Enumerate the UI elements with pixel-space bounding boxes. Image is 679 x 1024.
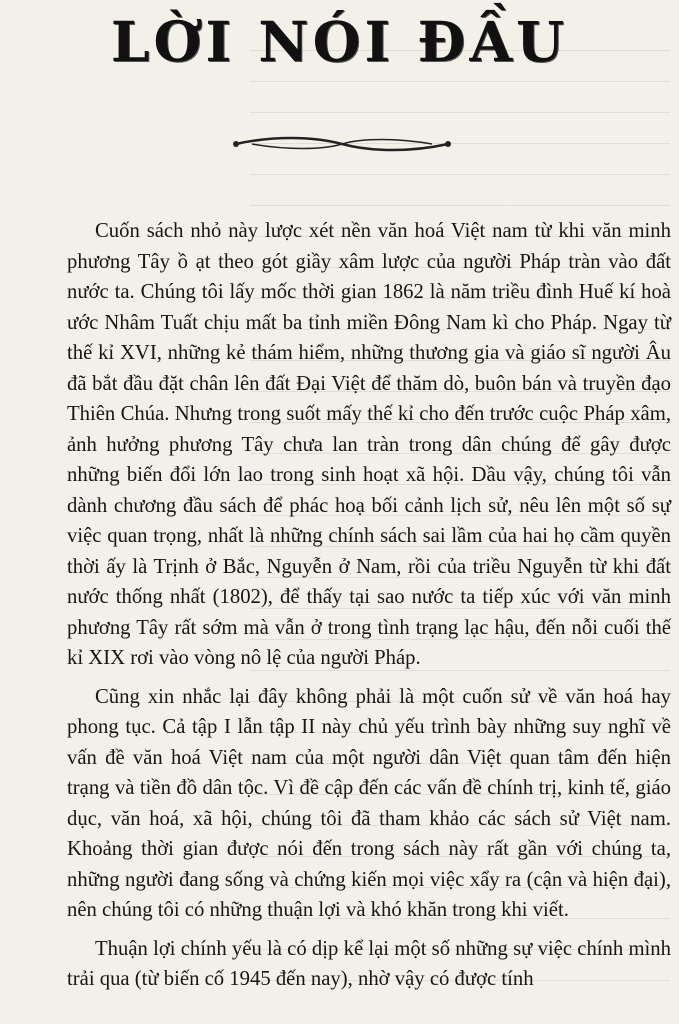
paragraph: Thuận lợi chính yếu là có dịp kể lại một số những sự việc chính mình trải qua (từ biến cố 1945 đến nay), nhờ vậy có được tính bbox=[67, 937, 671, 990]
title-area bbox=[0, 9, 679, 74]
paragraph: Cuốn sách nhỏ này lược xét nền văn hoá Việt nam từ khi văn minh phương Tây ồ ạt theo gót giầy xâm lược của người Pháp tràn vào đất nước ta. Chúng tôi lấy mốc thời gian 1862 là năm triều đình Huế kí hoà ước Nhâm Tuất chịu mất ba tỉnh miền Đông Nam kì cho Pháp. Ngay từ thế kỉ XVI, những kẻ thám hiểm, những thương gia và giáo sĩ người Âu đã bắt đầu đặt chân lên đất Đại Việt để thăm dò, buôn bán và truyền đạo Thiên Chúa. Nhưng trong suốt mấy thế kỉ cho đến trước cuộc Pháp xâm, ảnh hưởng phương Tây chưa lan tràn trong dân chúng để gây được những biến đổi lớn lao trong sinh hoạt xã hội. Dầu vậy, chúng tôi vẫn dành chương đầu sách để phác hoạ bối cảnh lịch sử, nêu lên một số sự việc quan trọng, nhất là những chính sách sai lầm của hai họ cầm quyền thời ấy là Trịnh ở Bắc, Nguyễn ở Nam, rồi của triều Nguyễn từ khi đất nước thống nhất (1802), để thấy tại sao nước ta tiếp xúc với văn minh phương Tây rất sớm mà vẫn ở trong tình trạng lạc hậu, đến nỗi cuối thế kỉ XIX rơi vào vòng nô lệ của người Pháp. bbox=[67, 220, 671, 669]
paragraph: Cũng xin nhắc lại đây không phải là một cuốn sử về văn hoá hay phong tục. Cả tập I lẫn tập II này chủ yếu trình bày những suy nghĩ về vấn đề văn hoá Việt nam của một người dân Việt quan tâm đến hiện trạng và tiền đồ dân tộc. Vì đề cập đến các vấn đề chính trị, kinh tế, giáo dục, văn hoá, xã hội, chúng tôi đã tham khảo các sách sử Việt nam. Khoảng thời gian được nói đến trong sách này rất gần với chúng ta, những người đang sống và chứng kiến mọi việc xẩy ra (cận và hiện đại), nên chúng tôi có những thuận lợi và khó khăn trong khi viết. bbox=[67, 685, 671, 921]
ornament-divider bbox=[232, 132, 452, 156]
body-text bbox=[67, 216, 671, 998]
page-title: LỜI NÓI ĐẦU bbox=[110, 9, 569, 74]
